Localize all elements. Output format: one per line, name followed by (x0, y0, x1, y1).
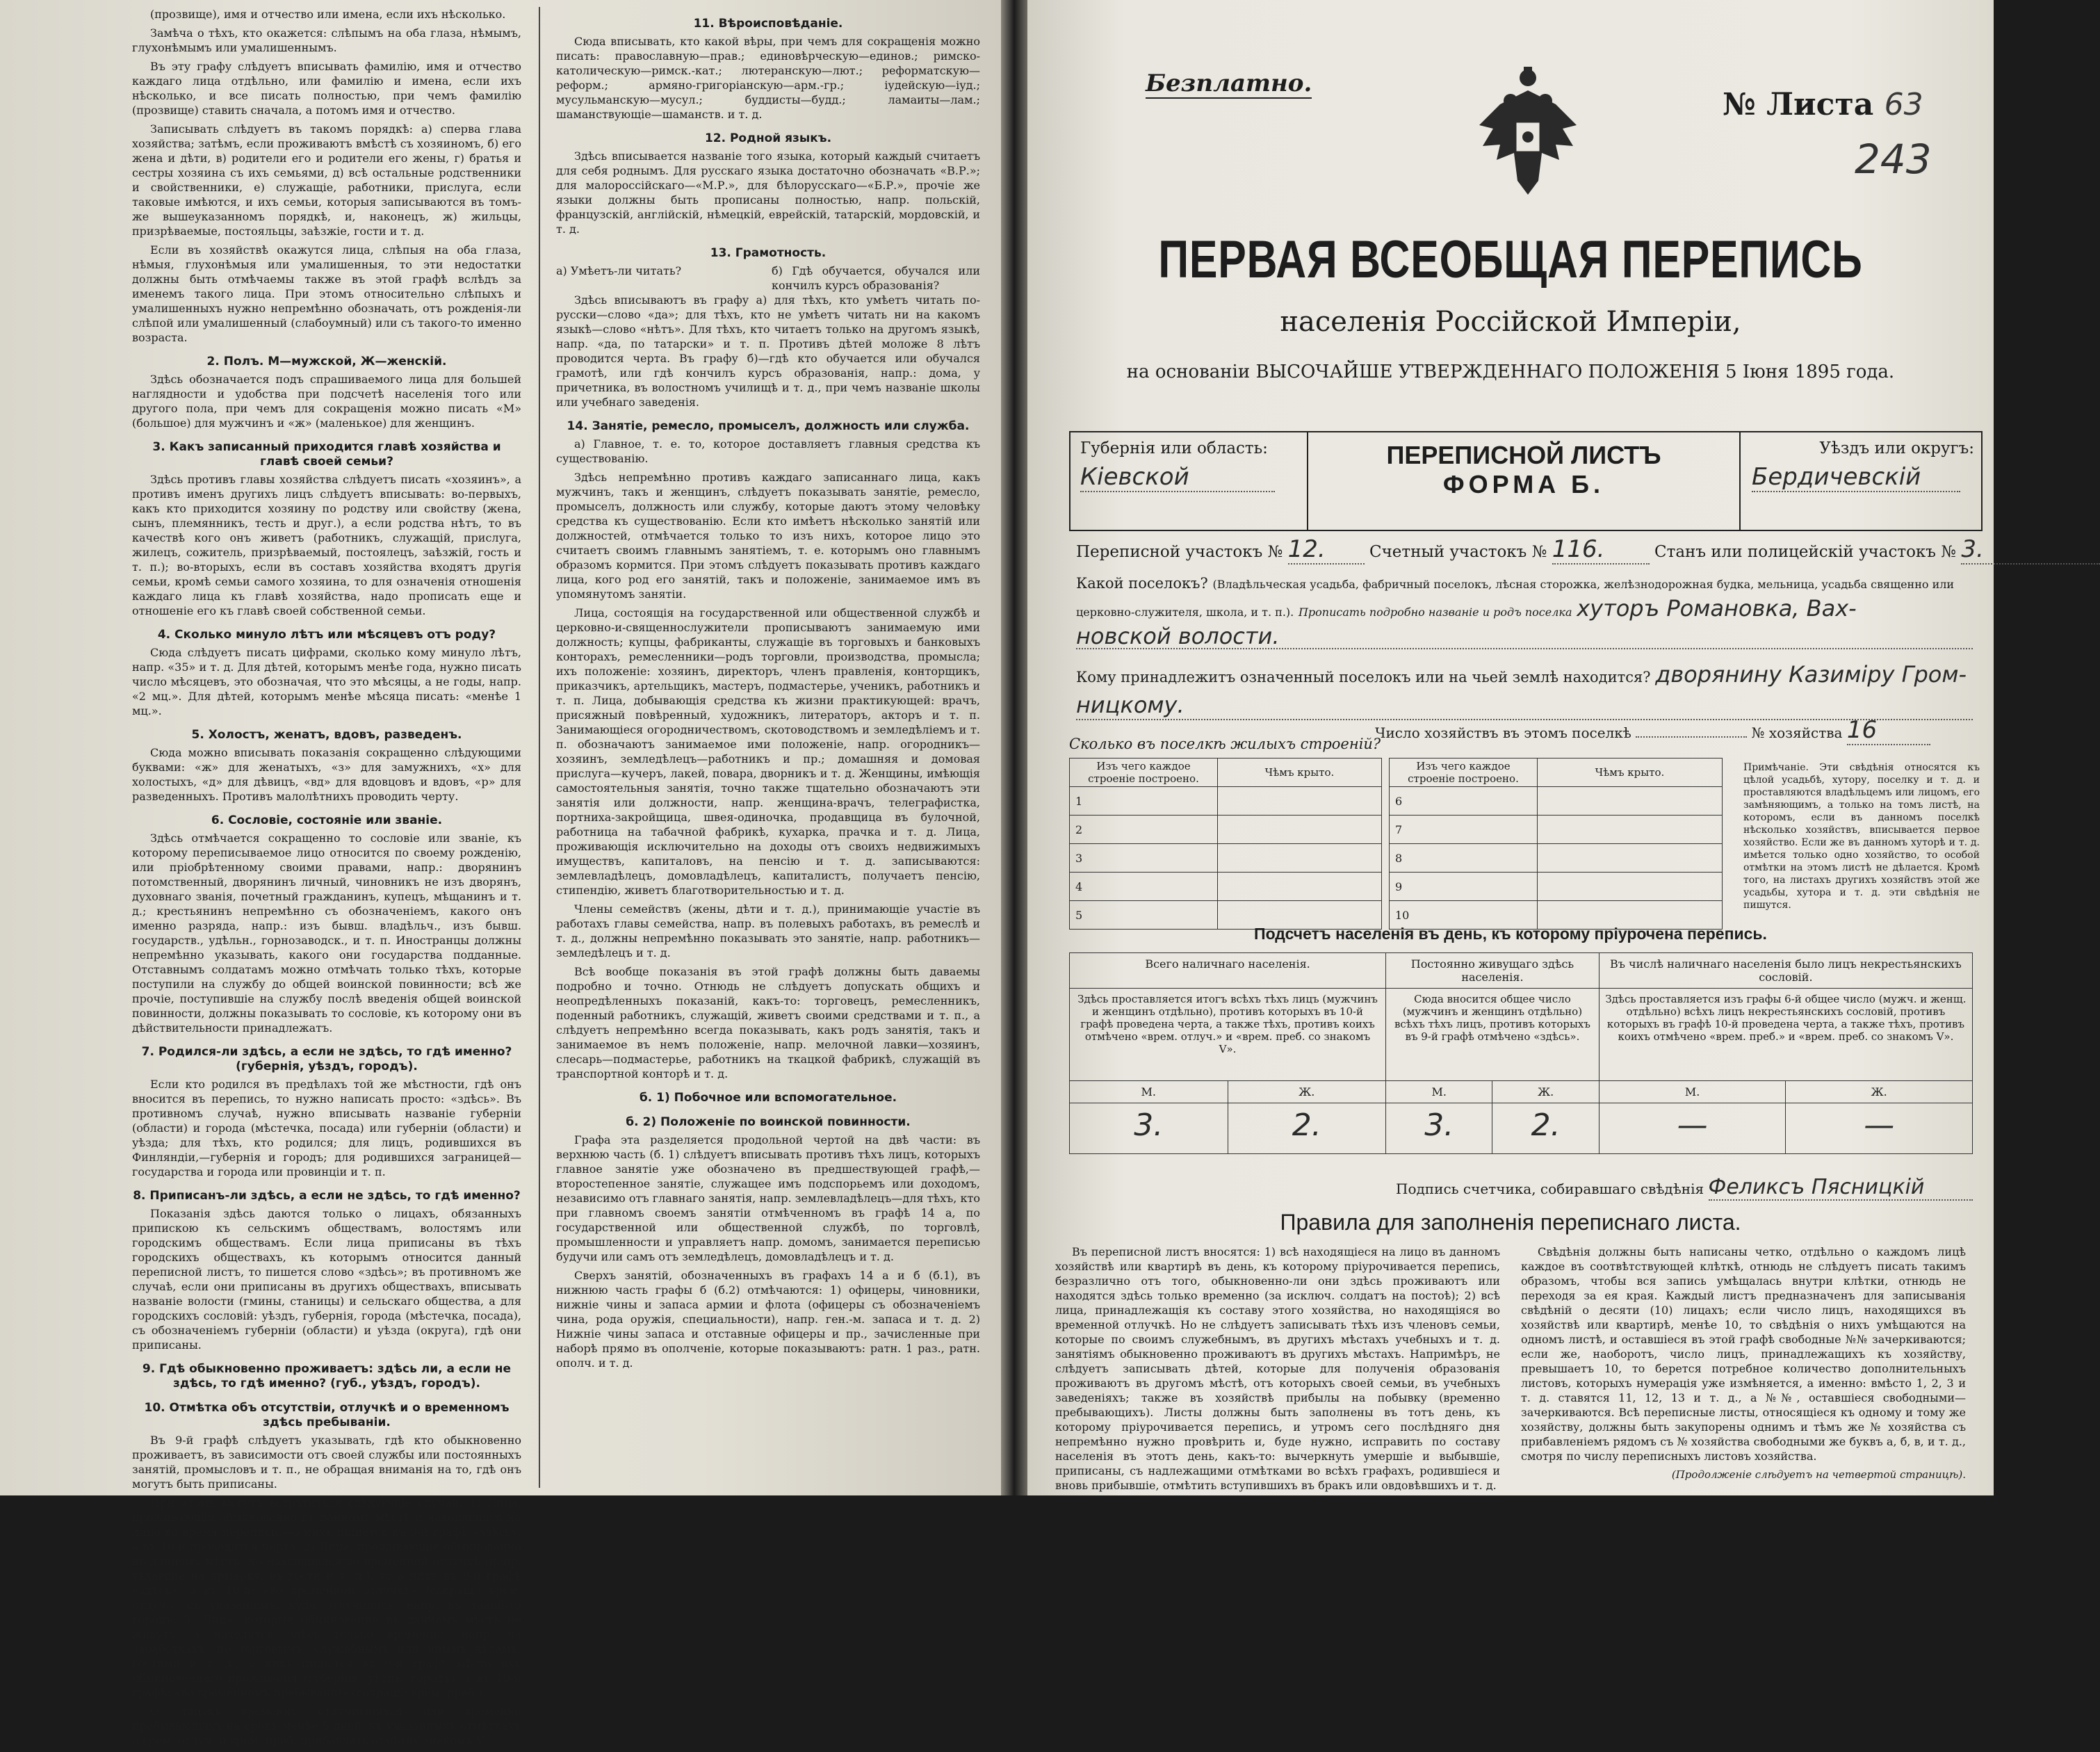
uezd-field (1752, 439, 1974, 492)
settlement-hint: (Владѣльческая усадьба, фабричный поселокъ, лѣсная сторожка, желѣзнодорожная будка, мельница, усадьба священно или церковно-служителя, школа, и т. п.). (1076, 578, 1955, 619)
rules-footer: (Продолженіе слѣдуетъ на четвертой страницѣ). (1671, 1468, 1966, 1481)
population-count-title: Подсчетъ населенія въ день, къ которому пріурочена перепись. (1254, 925, 1767, 943)
population-col-desc: Сюда вносится общее число (мужчинъ и женщинъ отдѣльно) всѣхъ тѣхъ лицъ, противъ которыхъ въ 9-й графѣ отмѣчено «здѣсь». (1386, 989, 1600, 1081)
population-col-head: Постоянно живущаго здѣсь населенія. (1386, 953, 1600, 989)
instruction-heading: 13. Грамотность. (710, 246, 827, 260)
count-district-label: Счетный участокъ № (1369, 543, 1547, 561)
gubernia-label: Губернія или область: (1080, 439, 1268, 457)
districts-line (1076, 535, 2100, 565)
column-divider (539, 7, 540, 1488)
buildings-col-built: Изъ чего каждое строеніе построено. (1070, 759, 1218, 787)
male-count: 3. (1070, 1103, 1228, 1154)
count-district-value: 116. (1552, 535, 1650, 565)
female-label: Ж. (1786, 1081, 1973, 1103)
instruction-paragraph: Здѣсь вписывается названіе того языка, который каждый считаетъ для себя роднымъ. Для русскаго языка достаточно обозначать «В.Р.»; для малороссійскаго—«М.Р.», для бѣлорусскаго—«Б.Р.», прочіе же языки должны быть прописаны полностью, напр. польскій, французскій, англійскій, нѣмецкій, еврейскій, татарскій, мордовскій, и т. д. (556, 149, 980, 236)
census-basis: на основаніи ВЫСОЧАЙШЕ УТВЕРЖДЕННАГО ПОЛОЖЕНІЯ 5 Іюня 1895 года. (1126, 362, 1895, 382)
double-headed-eagle-icon (1472, 63, 1584, 202)
gubernia-field (1080, 439, 1296, 492)
instruction-heading: б. 1) Побочное или вспомогательное. (639, 1091, 897, 1105)
instruction-paragraph: Записывать слѣдуетъ въ такомъ порядкѣ: a) сперва глава хозяйства; затѣмъ, если проживаютъ вмѣстѣ съ хозяиномъ, б) его жена и дѣти, в) родители его и родители его жены, г) братья и сестры хозяина съ ихъ семьями, д) всѣ остальные родственники и свойственники, е) служащіе, работники, прислуга, если таковые имѣются, и ихъ семьи, которыя записываются въ томъ-же вышеуказанномъ порядкѣ, и, наконецъ, ж) жильцы, призрѣваемые, постояльцы, заѣзжіе, гости и т. д. (132, 122, 521, 238)
census-subtitle: населенія Россійской Имперіи, (1280, 306, 1741, 338)
instruction-heading: 9. Гдѣ обыкновенно проживаетъ: здѣсь ли, а если не здѣсь, то гдѣ именно? (губ., уѣздъ, городъ). (142, 1362, 512, 1390)
building-roof (1218, 816, 1382, 844)
settlement-instruction: Прописать подробно названіе и родъ поселка (1298, 606, 1572, 619)
households-line (1375, 716, 1930, 745)
building-number: 8 (1390, 844, 1538, 873)
instructions-page (0, 0, 1001, 1747)
signature-line (1396, 1175, 1973, 1201)
instruction-paragraph: При этомъ могутъ встрѣтиться слѣдующіе случаи: 1) Лица, проживающія обыкновенно въ данномъ мѣстѣ и находящіяся на лицо во время переписи,—о нихъ пишется въ 9-й графѣ «здѣсь», а въ 10-й проводится черта. 2) Лица, проживающія обыкновенно въ данномъ мѣстѣ, но находящіяся во временной отлучкѣ (напр. уѣхавшіе на ярмарку, въ гости и т. п.), то о нихъ въ 9-й графѣ «здѣсь», а въ 10-й: «во временной отлучкѣ» (сокращ.: врем. отлуч.), съ указаніемъ, куда отлучились, напр. въ такой-то городъ. 3) Лица, которыя обыкновенно въ данномъ мѣстѣ не живутъ, а находятся здѣсь только временно, напр. на заработкахъ, по торговымъ, служебнымъ или инымъ дѣламъ, гостями и т. д., о нихъ пишется въ 9-й графѣ мѣсто ихъ обыкновеннаго проживанія (губернія, уѣздъ, городъ), а въ 10-й графѣ: «во временномъ пребываніи» (сокращ.: врем. преб.). (132, 1496, 521, 1699)
buildings-row (1390, 844, 1723, 873)
building-number: 7 (1390, 816, 1538, 844)
rules-text-2: Свѣдѣнія должны быть написаны четко, отдѣльно о каждомъ лицѣ каждое въ соотвѣтствующей клѣткѣ, отнюдь не слѣдуетъ писать такимъ образомъ, чтобы вся запись умѣщалась внутри клѣтки, отнюдь не переходя за ея края. Каждый листъ предназначенъ для записыванія свѣдѣній о десяти (10) лицахъ; если число лицъ, находящихся въ хозяйствѣ или квартирѣ, менѣе 10, то свѣдѣнія о нихъ умѣщаются на одномъ листѣ, и оставшіеся въ этой графѣ свободные №№ зачеркиваются; если же, наоборотъ, число лицъ, принадлежащихъ къ хозяйству, превышаетъ 10, то берется потребное количество дополнительныхъ листовъ, которыхъ нумерація уже измѣняется, а именно: вмѣсто 1, 2, 3 и т. д. ставятся 11, 12, 13 и т. д., а №№, оставшіеся свободными—зачеркиваются. Всѣ переписные листы, относящіеся къ одному и тому же хозяйству, должны быть закупорены однимъ и тѣмъ же № хозяйства съ прибавленіемъ рядомъ съ № хозяйства свободными же буквъ а, б, в, и т. д., смотря по числу переписныхъ листовъ хозяйства. (1521, 1245, 1966, 1463)
buildings-col-roof: Чѣмъ крыто. (1218, 759, 1382, 787)
instruction-heading: б. 2) Положеніе по воинской повинности. (626, 1115, 911, 1129)
buildings-col-roof-2: Чѣмъ крыто. (1538, 759, 1723, 787)
uezd-label: Уѣздъ или округъ: (1819, 439, 1974, 457)
instruction-heading: 7. Родился-ли здѣсь, а если не здѣсь, то гдѣ именно? (губернія, уѣздъ, городъ). (141, 1045, 512, 1073)
female-count: 2. (1228, 1103, 1386, 1154)
buildings-row (1390, 873, 1723, 901)
signature-value: Феликсъ Пясницкій (1709, 1175, 1973, 1201)
form-title (1308, 441, 1739, 499)
population-table (1069, 952, 1973, 1154)
households-label: Число хозяйствъ въ этомъ поселкѣ (1375, 724, 1631, 741)
instruction-heading: 12. Родной языкъ. (704, 131, 832, 145)
male-count: — (1599, 1103, 1786, 1154)
instruction-heading: 8. Приписанъ-ли здѣсь, а если не здѣсь, то гдѣ именно? (133, 1189, 521, 1203)
instruction-paragraph: Всѣ вообще показанія въ этой графѣ должны быть даваемы подробно и точно. Отнюдь не слѣдуетъ допускать общихъ и неопредѣленныхъ показаній, какъ-то: торговецъ, ремесленникъ, поденный работникъ, служащій, живетъ своими средствами и т. п., а слѣдуетъ непремѣнно всегда показывать, какъ родъ занятія, такъ и занимаемое въ немъ положеніе, напр. мелочной лавки—хозяинъ, слесарь—подмастерье, работникъ на ткацкой фабрикѣ, служащій въ транспортной конторѣ и т. д. (556, 965, 980, 1080)
instruction-heading: 2. Полъ. М—мужской, Ж—женскій. (206, 355, 447, 368)
buildings-row (1070, 873, 1382, 901)
instruction-paragraph: Здѣсь противъ главы хозяйства слѣдуетъ писать «хозяинъ», а противъ именъ другихъ лицъ слѣдуетъ вписывать: во-первыхъ, какъ кто приходится хозяину по родству или свойству (жена, сынъ, племянникъ, тесть и друг.), а если родства нѣтъ, то въ качествѣ кого онъ живетъ (работникъ, служащій, прислуга, жилецъ, сожитель, призрѣваемый, постоялецъ, заѣзжій, гость и т. п.); во-вторыхъ, если въ составъ хозяйства входятъ другія семьи, кромѣ семьи самого хозяина, то для означенія отношенія каждаго лица къ главѣ хозяйства, надо прописать еще и отношеніе его къ главѣ своей собственной семьи. (132, 473, 521, 617)
instruction-paragraph: Здѣсь отмѣчается сокращенно то сословіе или званіе, къ которому переписываемое лицо относится по своему рожденію, или пріобрѣтенному своими правами, напр.: дворянинъ потомственный, дворянинъ личный, чиновникъ не изъ дворянъ, духовнаго званія, почетный гражданинъ, купецъ, мѣщанинъ и т. д.; крестьянинъ непремѣнно съ обозначеніемъ, какого онъ именно разряда, напр.: изъ бывш. владѣльч., изъ бывш. государств., удѣльн., горнозаводск., и т. п. Иностранцы должны непремѣнно указывать, какого они государства подданные. Отставнымъ солдатамъ можно отмѣчать только тѣхъ, которые поступили на службу до общей воинской повинности; всѣ же прочіе, поступившіе на службу послѣ введенія общей воинской повинности, должны показывать то сословіе, къ которому они въ дѣйствительности принадлежатъ. (132, 832, 521, 1035)
building-roof (1218, 844, 1382, 873)
signature-label: Подпись счетчика, собиравшаго свѣдѣнія (1396, 1181, 1704, 1197)
settlement-value-1: хуторъ Романовка, Вах- (1577, 595, 1857, 622)
owner-value-1: дворянину Казиміру Гром- (1655, 661, 1967, 688)
building-number: 4 (1070, 873, 1218, 901)
instruction-paragraph: Члены семействъ (жены, дѣти и т. д.), принимающіе участіе въ работахъ главы семейства, напр. въ полевыхъ работахъ, въ ремеслѣ и т. д., должны непремѣнно показывать это занятіе, напр. работникъ—земледѣлецъ и т. д. (556, 902, 980, 959)
gubernia-value: Кіевской (1080, 463, 1275, 492)
buildings-col-built-2: Изъ чего каждое строеніе построено. (1390, 759, 1538, 787)
instruction-paragraph: Въ 9-й графѣ слѣдуетъ указывать, гдѣ кто обыкновенно проживаетъ, въ зависимости отъ своей службы или постоянныхъ занятій, промысловъ и т. п., не обращая вниманія на то, гдѣ онъ могутъ быть приписаны. (132, 1434, 521, 1491)
building-number: 10 (1390, 901, 1538, 930)
instruction-paragraph: Графа эта разделяется продольной чертой на двѣ части: въ верхнюю часть (б. 1) слѣдуетъ вписывать противъ тѣхъ лицъ, которыхъ главное занятіе уже обозначено въ предшествующей графѣ,—второстепенное занятіе, служащее имъ подспорьемъ или доходомъ, независимо отъ главнаго занятія, напр. землевладѣлецъ—для тѣхъ, кто при главномъ своемъ занятіи отмѣченномъ въ графѣ 14 а, по государственной или общественной службѣ, по торговлѣ, промышленности и управляетъ напр. домомъ, занимается переписью будучи или самъ отъ земледѣлецъ, домовладѣлецъ и т. д. (556, 1133, 980, 1263)
population-col-head: Всего наличнаго населенія. (1070, 953, 1386, 989)
owner-value-2: ницкому. (1076, 691, 1973, 720)
building-number: 1 (1070, 787, 1218, 816)
owner-label: Кому принадлежитъ означенный поселокъ или на чьей землѣ находится? (1076, 669, 1651, 686)
instruction-paragraph: Сюда вписывать, кто какой вѣры, при чемъ для сокращенія можно писать: православную—прав.; единовѣрческую—единов.; римско-католическую—римск.-кат.; лютеранскую—лют.; реформатскую—реформ.; армяно-григоріанскую—арм.-гр.; іудейскую—іуд.; мусульманскую—мусул.; буддисты—будд.; ламаиты—лам.; шаманствующіе—шаманств. и т. д. (556, 35, 980, 121)
instruction-paragraph: Здѣсь обозначается подъ спрашиваемого лица для большей наглядности и удобства при подсчетѣ населенія того или другого пола, при чемъ для сокращенія можно писать «М» (большое) для мужчинъ и «ж» (маленькое) для женщинъ. (132, 373, 521, 430)
stan-label: Станъ или полицейскій участокъ № (1654, 543, 1956, 561)
instruction-heading: 3. Какъ записанный приходится главѣ хозяйства и главѣ своей семьи? (152, 440, 501, 469)
population-col-head: Въ числѣ наличнаго населенія было лицъ некрестьянскихъ сословій. (1599, 953, 1972, 989)
female-label: Ж. (1492, 1081, 1599, 1103)
owner-field (1076, 660, 1980, 722)
settlement-label: Какой поселокъ? (1076, 575, 1208, 592)
instruction-paragraph: Здѣсь вписываютъ въ графу а) для тѣхъ, кто умѣетъ читать по-русски—слово «да»; для тѣхъ, кто не умѣетъ читать ни на какомъ языкѣ—слово «нѣтъ». Для тѣхъ, кто читаетъ только на другомъ языкѣ, напр. «да, по татарски» и т. п. Противъ дѣтей моложе 8 лѣтъ проводится черта. Въ графу б)—гдѣ кто обучается или обучался грамотѣ, или гдѣ кончилъ курсъ образованія, напр.: дома, у причетника, въ волостномъ училищѣ и т. д., при чемъ названіе школы или учебнаго заведенія. (556, 293, 980, 409)
stan-value: 3. (1961, 535, 2100, 565)
buildings-row (1390, 816, 1723, 844)
buildings-row (1390, 787, 1723, 816)
household-no-label: № хозяйства (1751, 724, 1843, 741)
building-number: 3 (1070, 844, 1218, 873)
male-label: М. (1599, 1081, 1786, 1103)
building-roof (1218, 873, 1382, 901)
buildings-table-left (1069, 758, 1382, 930)
instruction-paragraph: Замѣча о тѣхъ, кто окажется: слѣпымъ на оба глаза, нѣмымъ, глухонѣмымъ или умалишеннымъ. (132, 26, 521, 54)
instruction-heading: 10. Отмѣтка объ отсутствіи, отлучкѣ и о временномъ здѣсь пребываніи. (144, 1401, 510, 1429)
literacy-b: б) Гдѣ обучается, обучался или кончилъ курсъ образованія? (772, 264, 980, 292)
instruction-heading: 4. Сколько минуло лѣтъ или мѣсяцевъ отъ роду? (157, 628, 496, 642)
form-header-box (1069, 431, 1983, 531)
instruction-paragraph: Лица, состоящія на государственной или общественной службѣ и церковно-и-священнослужители прописываютъ занимаемую ими должность; купцы, фабриканты, служащіе въ торговыхъ и банковыхъ конторахъ, ремесленники—родъ торговли, производства, промысла; ихъ положеніе: хозяинъ, директоръ, членъ правленія, конторщикъ, приказчикъ, артельщикъ, мастеръ, подмастерье, ученикъ, работникъ и т. п. Лица, добывающія средства къ жизни практикующей: врачъ, присяжный повѣренный, художникъ, литераторъ, акторъ и т. п. Занимающіеся огородничествомъ, скотоводствомъ и земледѣліемъ и т. п. обозначаютъ занимаемое ими положеніе, напр. огородникъ—хозяинъ, земледѣлецъ—работникъ и пр.; домашняя и домовая прислуга—кучеръ, лакей, повара, дворникъ и т. д. Женщины, имѣющія самостоятельныя занятія, точно также тщательно обозначаютъ эти занятія или должности, напр. женщина-врачъ, телеграфистка, портниха-закройщица, швея-одиночка, продавщица въ булочной, работница на табачной фабрикѣ, кухарка, прачка и т. д. Лица, проживающія исключительно на доходы отъ своихъ недвижимыхъ имуществъ, капиталовъ, на пенсію и т. д. записываются: землевладѣлецъ, домовладѣлецъ, капиталистъ, получаетъ пенсію, стипендію, живетъ благотворительностью и т. д. (556, 606, 980, 897)
census-district-label: Переписной участокъ № (1076, 543, 1283, 561)
instruction-heading: 5. Холостъ, женатъ, вдовъ, разведенъ. (191, 728, 462, 742)
sheet-handwritten-number: 243 (1855, 136, 1932, 183)
instruction-paragraph: Показанія здѣсь даются только о лицахъ, обязанныхъ припискою къ сельскимъ обществамъ, волостямъ или городскимъ обществамъ. Если лица приписаны въ тѣхъ городскихъ обществахъ, къ которымъ относится данный переписной листъ, то пишется слово «здѣсь»; въ противномъ же случаѣ, если они приписаны въ другихъ обществахъ, вписывать названіе волости (гмины, станицы) и сельскаго общества, а для городскихъ сословій: уѣздъ, губернія, города (мѣстечка, посада), съ обозначеніемъ губерніи (области) и уѣзда (округа), гдѣ они приписаны. (132, 1207, 521, 1352)
building-number: 6 (1390, 787, 1538, 816)
instruction-paragraph: а) Главное, т. е. то, которое доставляетъ главныя средства къ существованію. (556, 437, 980, 465)
settlement-field (1076, 571, 1980, 651)
instruction-paragraph: Сюда можно вписывать показанія сокращенно слѣдующими буквами: «ж» для женатыхъ, «з» для замужнихъ, «х» для холостыхъ, «д» для дѣвицъ, «вд» для вдовцовъ и вдовъ, «р» для разведенныхъ. Противъ малолѣтнихъ проводить черту. (132, 746, 521, 803)
instructions-column-2 (556, 7, 980, 1374)
female-count: — (1786, 1103, 1973, 1154)
census-district-value: 12. (1288, 535, 1365, 565)
instruction-paragraph: Здѣсь непремѣнно противъ каждаго записаннаго лица, какъ мужчинъ, такъ и женщинъ, слѣдуетъ показывать занятіе, ремесло, промыселъ, должность или службу, которые даютъ этому человѣку средства къ существованію. Если кто имѣетъ нѣсколько занятій или должностей, отмѣчается только то изъ нихъ, которое лицо это считаетъ своимъ главнымъ занятіемъ, т. е. которымъ оно главнымъ образомъ кормится. При этомъ слѣдуетъ показывать противъ каждаго лица, кого род его занятій, такъ и положеніе, занимаемое имъ въ упомянутомъ занятіи. (556, 471, 980, 601)
male-label: М. (1386, 1081, 1492, 1103)
female-count: 2. (1492, 1103, 1599, 1154)
free-label: Безплатно. (1146, 70, 1312, 97)
population-col-desc: Здѣсь проставляется изъ графы 6-й общее число (мужч. и женщ. отдѣльно) всѣхъ лицъ некрестьянскихъ сословій, противъ которыхъ въ графѣ 10-й проведена черта, а также тѣхъ, противъ коихъ отмѣчено «врем. преб.» и «врем. преб. со знакомъ V». (1599, 989, 1972, 1081)
census-form-page (1027, 0, 1994, 1495)
building-number: 2 (1070, 816, 1218, 844)
instruction-paragraph: Въ эту графу слѣдуетъ вписывать фамилію, имя и отчество каждаго лица отдѣльно, или фамилію и имена, если ихъ нѣсколько, и все писать полностью, при чемъ фамилію (прозвище) ставить сначала, а потомъ имя и отчество. (132, 60, 521, 117)
rules-column-2 (1521, 1244, 1966, 1482)
instruction-paragraph: Если въ хозяйствѣ окажутся лица, слѣпыя на оба глаза, нѣмыя, глухонѣмыя или умалишенныя, то эти недостатки должны быть отмѣчаемы также въ этой графѣ вслѣдъ за именемъ такого лица. При этомъ относительно слѣпыхъ и умалишенныхъ нужно непремѣнно обозначать, отъ рожденія-ли слѣпой или умалишенный (слабоумный) или съ такого-то именно возраста. (132, 243, 521, 344)
instruction-paragraph: Если кто родился въ предѣлахъ той же мѣстности, гдѣ онъ вносится въ перепись, то нужно написать просто: «здѣсь». Въ противномъ случаѣ, нужно вписывать названіе губерніи (области) и города (мѣстечка, посада) или губерніи (области) и уѣзда; для тѣхъ, кто родился; для лицъ, родившихся въ Финляндіи,—губернія и городъ; для родившихся заграницей—государства и города или провинціи и т. п. (132, 1078, 521, 1178)
buildings-note: Примѣчаніе. Эти свѣдѣнія относятся къ цѣлой усадьбѣ, хутору, поселку и т. д. и проставляются владѣльцемъ или лицомъ, его замѣняющимъ, а только на томъ листѣ, на которомъ, если въ данномъ поселкѣ нѣсколько хозяйствъ, вписывается первое хозяйство. Если же въ данномъ хуторѣ и т. д. имѣется только одно хозяйство, то особой отмѣтки на этомъ листѣ не дѣлается. Кромѣ того, на листахъ другихъ хозяйствъ этой же усадьбы, хутора и т. д. эти свѣдѣнія не пишутся. (1743, 762, 1980, 911)
male-label: М. (1070, 1081, 1228, 1103)
rules-text-1: Въ переписной листъ вносятся: 1) всѣ находящіеся на лицо въ данномъ хозяйствѣ или квартирѣ въ день, къ которому пріурочивается перепись, безразлично отъ того, обыкновенно-ли они здѣсь проживаютъ или находятся здѣсь только временно (за исключ. солдатъ на постоѣ); 2) всѣ лица, принадлежащія къ составу этого хозяйства, но находящіяся во временной отлучкѣ. Но не слѣдуетъ записывать тѣхъ изъ членовъ семьи, которые по своимъ служебнымъ, въ другихъ мѣстахъ учебныхъ и т. д. занятіямъ обыкновенно проживаютъ въ другихъ мѣстахъ. Напримѣръ, не слѣдуетъ записывать дѣтей, которые для полученія образованія проживаютъ въ другомъ мѣстѣ, отъ которыхъ своей семьи, въ учебныхъ заведеніяхъ; также въ хозяйствѣ прибылы на побывку (временно пребывающихъ). Листы должны быть заполнены въ тотъ день, къ которому пріурочивается перепись, и утромъ сего послѣдняго дня непремѣнно нужно провѣрить и, буде нужно, исправить по составу населенія въ этотъ день, какъ-то: вычеркнуть умершіе и выбывшіе, приписаны, съ надлежащими отмѣтками во всѣхъ графахъ, родившіеся и вновь прибывшіе, отмѣтить вступившихъ въ бракъ или овдовѣвшихъ и т. д. (1055, 1245, 1500, 1492)
sheet-number-value: 63 (1884, 87, 1923, 122)
building-number: 9 (1390, 873, 1538, 901)
literacy-subheadings (556, 263, 980, 293)
uezd-value: Бердичевскій (1752, 463, 1960, 492)
population-col-desc: Здѣсь проставляется итогъ всѣхъ тѣхъ лицъ (мужчинъ и женщинъ отдѣльно), противъ которыхъ въ 10-й графѣ проведена черта, а также тѣхъ, противъ коихъ отмѣчено «врем. отлуч.» и «врем. преб. со знакомъ V». (1070, 989, 1386, 1081)
instruction-paragraph: О лицахъ временно отлучившихся или временно пребывающихъ на срокъ менѣе 5 дней, въ указанныхъ отмѣткахъ о врем. отлуч. и врем. преб. прибавлять отмѣтку знакомъ V. (132, 1705, 521, 1747)
instructions-column-1 (132, 7, 521, 1752)
instruction-paragraph: Сверхъ занятій, обозначенныхъ въ графахъ 14 а и б (б.1), въ нижнюю часть графы б (б.2) отмѣчаются: 1) офицеры, чиновники, нижніе чины и запаса армии и флота (офицеры съ обозначеніемъ чина, рода оружія, специальности), напр. ген.-м. запаса и т. д. 2) Нижніе чины запаса и отставные офицеры и пр., зачисленные при наборѣ прямо въ ополченіе, которые показываютъ: ратн. 1 раз., ратн. ополч. и т. д. (556, 1269, 980, 1370)
instruction-paragraph: (прозвище), имя и отчество или имена, если ихъ нѣсколько. (150, 8, 506, 21)
census-title: ПЕРВАЯ ВСЕОБЩАЯ ПЕРЕПИСЬ (1158, 230, 1863, 289)
form-title-line-2: ФОРМА Б. (1442, 470, 1605, 498)
female-label: Ж. (1228, 1081, 1386, 1103)
sheet-number (1723, 87, 1923, 122)
buildings-row (1070, 816, 1382, 844)
building-number: 5 (1070, 901, 1218, 930)
sheet-number-label: № Листа (1723, 87, 1874, 122)
buildings-row (1070, 844, 1382, 873)
book-spine (1001, 0, 1027, 1495)
building-roof (1538, 787, 1723, 816)
form-title-line-1: ПЕРЕПИСНОЙ ЛИСТЪ (1386, 441, 1661, 469)
buildings-label: Сколько въ поселкѣ жилыхъ строеній? (1069, 736, 1381, 752)
instruction-paragraph: Сюда слѣдуетъ писать цифрами, сколько кому минуло лѣтъ, напр. «35» и т. д. Для дѣтей, которымъ менѣе года, нужно писать число мѣсяцевъ, это обозначая, что это мѣсяцы, а не годы, напр. «2 мц.». Для дѣтей, которымъ менѣе мѣсяца писать: «менѣе 1 мц.». (132, 646, 521, 717)
instruction-heading: 14. Занятіе, ремесло, промыселъ, должность или служба. (567, 419, 970, 433)
building-roof (1538, 873, 1723, 901)
settlement-value-2: новской волости. (1076, 624, 1973, 649)
instruction-heading: 6. Сословіе, состояніе или званіе. (211, 813, 443, 827)
building-roof (1538, 816, 1723, 844)
rules-column-1 (1055, 1244, 1500, 1497)
buildings-table-right (1389, 758, 1723, 930)
rules-title: Правила для заполненія переписнаго листа. (1280, 1210, 1741, 1235)
building-roof (1218, 787, 1382, 816)
male-count: 3. (1386, 1103, 1492, 1154)
building-roof (1538, 844, 1723, 873)
household-no-value: 16 (1847, 716, 1930, 745)
buildings-row (1070, 787, 1382, 816)
instruction-heading: 11. Вѣроисповѣданіе. (693, 17, 843, 31)
literacy-a: а) Умѣетъ-ли читать? (556, 264, 682, 277)
